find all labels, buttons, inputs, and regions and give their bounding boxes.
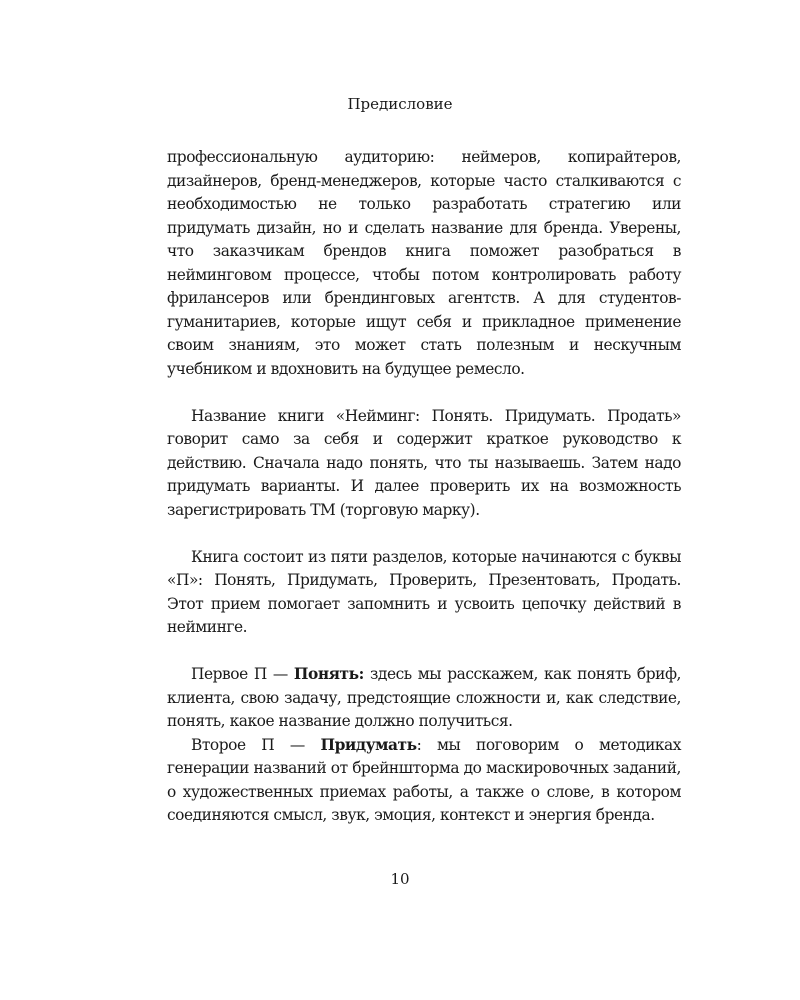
first-p-prefix: Первое П — — [191, 665, 294, 683]
paragraph-first-p — [167, 663, 681, 734]
first-p-term: Понять: — [293, 665, 364, 683]
running-head: Предисловие — [347, 95, 453, 113]
body-text — [167, 146, 681, 828]
paragraph-audience: профессиональную аудиторию: неймеров, копирайтеров, дизайнеров, бренд-менеджеров, которые часто сталкиваются с необходимостью не только разработать стратегию или придумать дизайн, но и сделать название для бренда. Уверены, что заказчикам брендов книга поможет разобраться в нейминговом процессе, чтобы потом контролировать работу фрилансеров или брендинговых агентств. А для студентов-гуманитариев, которые ищут себя и прикладное применение своим знаниям, это может стать полезным и нескучным учебником и вдохновить на будущее ремесло. — [167, 148, 681, 378]
page-number: 10 — [390, 870, 410, 888]
second-p-term: Придумать — [320, 735, 417, 754]
paragraph-structure: Книга состоит из пяти разделов, которые начинаются с буквы «П»: Понять, Придумать, Проверить, Презентовать, Продать. Этот прием помогает запомнить и усвоить цепочку действий в нейминге. — [167, 547, 681, 636]
second-p-prefix: Второе П — — [191, 735, 321, 754]
paragraph-second-p — [167, 734, 681, 828]
first-p-text: здесь мы расскажем, как понять бриф, клиента, свою задачу, предстоящие сложности и, как следствие, понять, какое название должно получиться. — [167, 665, 681, 730]
second-p-text: : мы поговорим о методиках генерации названий от брейншторма до маскировочных заданий, о художественных приемах работы, а также о слове, в котором соединяются смысл, звук, эмоция, контекст и энергия бренда. — [167, 735, 681, 824]
paragraph-book-title: Название книги «Нейминг: Понять. Придумать. Продать» говорит само за себя и содержит краткое руководство к действию. Сначала надо понять, что ты называешь. Затем надо придумать варианты. И далее проверить их на возможность зарегистрировать ТМ (торговую марку). — [167, 406, 681, 519]
